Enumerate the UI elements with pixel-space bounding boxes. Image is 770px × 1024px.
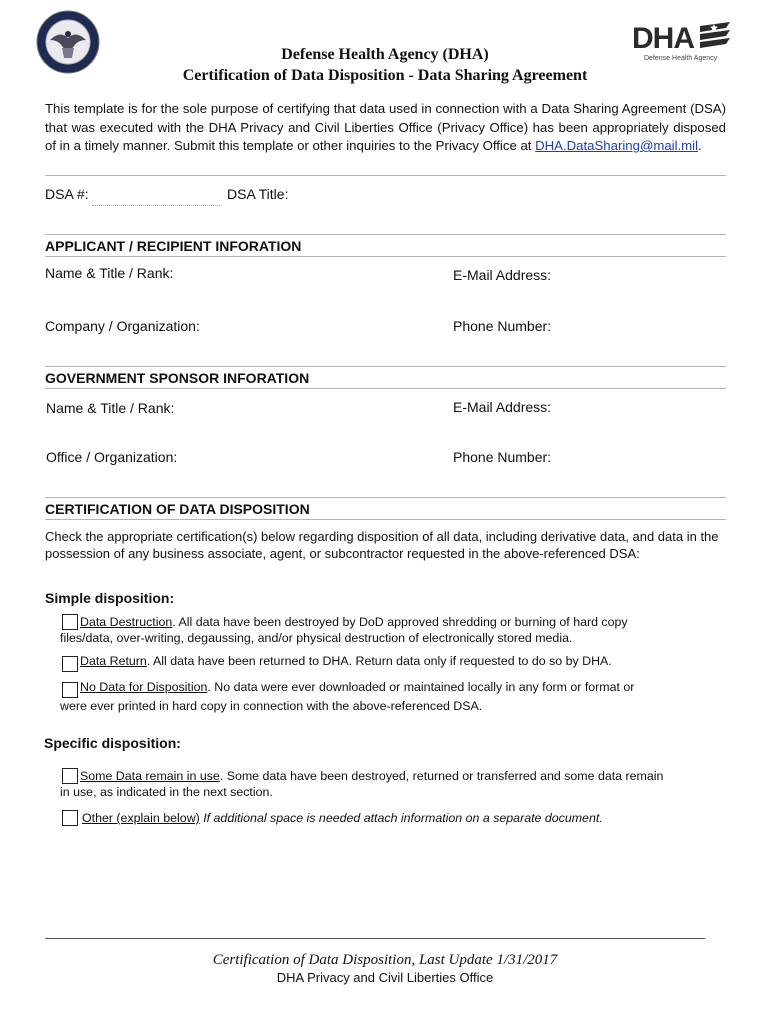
data-destruction-title: Data Destruction (80, 615, 173, 629)
applicant-company-label: Company / Organization: (45, 318, 200, 334)
certification-heading: CERTIFICATION OF DATA DISPOSITION (45, 501, 310, 517)
dsa-title-field[interactable] (290, 205, 726, 206)
some-data-option (80, 768, 730, 785)
data-return-title: Data Return (80, 654, 147, 668)
dsa-number-label: DSA #: (45, 186, 89, 202)
intro-end: . (698, 138, 702, 153)
dsa-number-field[interactable] (92, 205, 220, 206)
simple-disposition-heading: Simple disposition: (45, 590, 175, 606)
data-destruction-option (80, 614, 730, 631)
applicant-name-label: Name & Title / Rank: (45, 265, 174, 281)
no-data-checkbox[interactable] (62, 682, 78, 698)
page-title: Defense Health Agency (DHA) (281, 46, 489, 63)
sponsor-email-label: E-Mail Address: (453, 399, 552, 415)
sponsor-phone-label: Phone Number: (453, 449, 552, 465)
divider (45, 366, 726, 367)
sponsor-name-label: Name & Title / Rank: (46, 400, 175, 416)
other-title: Other (explain below) (82, 811, 200, 825)
applicant-phone-label: Phone Number: (453, 318, 552, 334)
sponsor-office-label: Office / Organization: (46, 449, 178, 465)
dsa-title-label: DSA Title: (227, 186, 289, 202)
data-return-text: . All data have been returned to DHA. Return data only if requested to do so by DHA. (146, 654, 612, 668)
intro-paragraph (45, 100, 726, 156)
divider (45, 175, 726, 176)
divider (45, 234, 726, 235)
some-data-title: Some Data remain in use (80, 769, 220, 783)
divider (45, 497, 726, 498)
dha-logo-text: DHA (632, 22, 694, 55)
other-checkbox[interactable] (62, 810, 78, 826)
divider (45, 256, 726, 257)
privacy-office-email-link[interactable]: DHA.DataSharing@mail.mil (535, 138, 699, 153)
intro-text: This template is for the sole purpose of certifying that data used in connection with a Data Sharing Agreement (DSA) that was executed with the DHA Privacy and Civil Liberties Office (Privacy Office) has been appropriately disposed of in a timely manner. Submit this template or other inquiries to the Privacy Office at (45, 101, 726, 153)
data-return-checkbox[interactable] (62, 656, 78, 672)
applicant-heading: APPLICANT / RECIPIENT INFORATION (45, 238, 302, 254)
data-return-option (80, 653, 730, 670)
data-destruction-checkbox[interactable] (62, 614, 78, 630)
no-data-option (80, 679, 730, 696)
some-data-text: . Some data have been destroyed, returned or transferred and some data remain (219, 769, 664, 783)
dod-seal (36, 10, 100, 74)
divider (45, 519, 726, 520)
some-data-checkbox[interactable] (62, 768, 78, 784)
footer-office: DHA Privacy and Civil Liberties Office (276, 970, 494, 985)
no-data-text: . No data were ever downloaded or maintained locally in any form or format or (207, 680, 635, 694)
data-destruction-text-cont: files/data, over-writing, degaussing, and/or physical destruction of electronically stored media. (60, 631, 573, 645)
no-data-text-cont: were ever printed in hard copy in connection with the above-referenced DSA. (60, 699, 483, 713)
certification-instructions: Check the appropriate certification(s) below regarding disposition of all data, including derivative data, and data in the possession of any business associate, agent, or subcontractor requested in the above-referenced DSA: (45, 529, 719, 561)
data-destruction-text: . All data have been destroyed by DoD approved shredding or burning of hard copy (172, 615, 628, 629)
footer-divider (45, 938, 705, 939)
divider (45, 388, 726, 389)
dha-logo-subtitle: Defense Health Agency (644, 55, 718, 62)
other-option (82, 810, 732, 827)
some-data-text-cont: in use, as indicated in the next section. (60, 785, 273, 799)
no-data-title: No Data for Disposition (80, 680, 208, 694)
specific-disposition-heading: Specific disposition: (44, 735, 181, 751)
other-text: If additional space is needed attach information on a separate document. (199, 811, 603, 825)
applicant-email-label: E-Mail Address: (453, 267, 552, 283)
footer-title: Certification of Data Disposition, Last Update 1/31/2017 (212, 952, 558, 968)
sponsor-heading: GOVERNMENT SPONSOR INFORATION (45, 370, 310, 386)
page-subtitle: Certification of Data Disposition - Data Sharing Agreement (182, 67, 588, 84)
